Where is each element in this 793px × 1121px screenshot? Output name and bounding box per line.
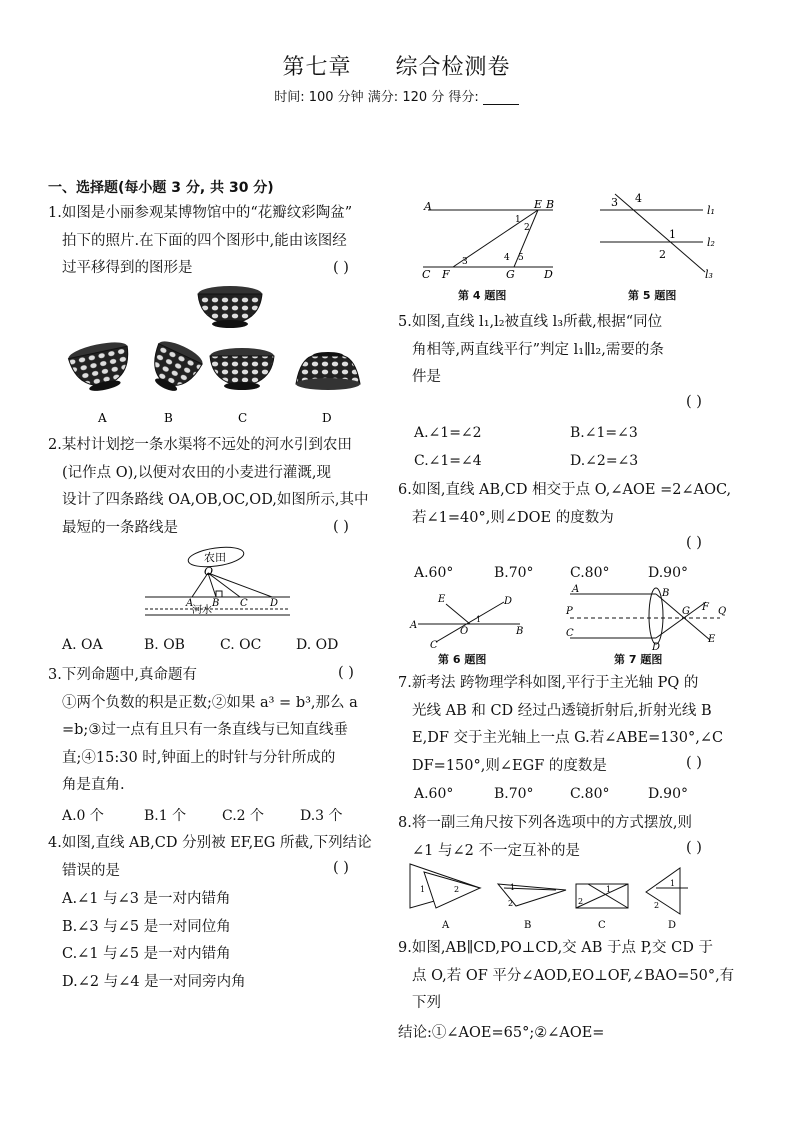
svg-text:A: A [410,620,418,631]
question-3: 3.下列命题中,真命题有 ①两个负数的积是正数;②如果 a³ = b³,那么 a =b;③过一点有且只有一条直线与已知直线垂 直;④15:30 时,钟面上的时针与分针所成的 角是直角. [48,667,358,793]
svg-text:2: 2 [454,885,460,894]
answer-paren-7[interactable]: ( ) [686,755,702,771]
svg-text:C: C [240,598,248,609]
q8-option-a-diagram[interactable] [410,864,480,908]
svg-text:P: P [566,606,573,617]
exam-title: 综合检测卷 [395,55,511,80]
svg-text:O: O [460,626,469,637]
question-7: 7.新考法 跨物理学科如图,平行于主光轴 PQ 的 光线 AB 和 CD 经过凸透镜折射后,折射光线 B E,DF 交于主光轴上一点 G.若∠ABE=130°,∠C DF=150°,则∠EGF 的度数是 [398,675,724,774]
original-bowl-image [198,286,262,328]
q8-label-a: A [442,920,450,931]
svg-text:l₂: l₂ [707,236,715,249]
svg-text:B: B [546,198,555,211]
svg-text:4: 4 [504,253,510,263]
q1-label-c: C [238,411,248,425]
q6-option-b[interactable]: B.70° [494,565,534,581]
svg-text:1: 1 [669,228,676,241]
option-c-bowl-image[interactable] [210,348,274,390]
q2-option-c[interactable]: C. OC [220,637,262,653]
q2-option-a[interactable]: A. OA [62,637,103,653]
q8-option-d-diagram[interactable] [646,868,688,914]
question-5: 5.如图,直线 l₁,l₂被直线 l₃所截,根据“同位 角相等,两直线平行”判定 l₁∥l₂,需要的条 件是 [398,314,664,385]
q5-option-b[interactable]: B.∠1=∠3 [570,425,638,441]
svg-text:5: 5 [518,253,524,263]
svg-text:C: C [422,268,431,281]
section-heading: 一、选择题(每小题 3 分, 共 30 分) [48,180,274,196]
q6-option-a[interactable]: A.60° [414,565,454,581]
q8-figure [406,858,706,933]
q7-option-a[interactable]: A.60° [414,786,454,802]
option-d-bowl-image[interactable] [296,352,360,390]
svg-text:F: F [702,602,709,613]
svg-text:G: G [506,268,515,281]
q8-label-c: C [598,920,606,931]
field-label: 农田 [204,551,226,564]
q3-option-a[interactable]: A.0 个 [62,808,104,824]
question-4: 4.如图,直线 AB,CD 分别被 EF,EG 所截,下列结论 错误的是 [48,835,372,879]
q2-option-b[interactable]: B. OB [144,637,185,653]
q8-label-b: B [524,920,532,931]
svg-text:1: 1 [510,883,516,892]
svg-text:A: A [424,200,432,213]
option-b-bowl-image[interactable] [143,336,206,398]
figure-4-caption: 第 4 题图 [458,289,507,302]
score-blank[interactable] [483,92,519,105]
q3-option-b[interactable]: B.1 个 [144,808,187,824]
figure-5-caption: 第 5 题图 [628,289,677,302]
svg-text:l₃: l₃ [705,268,713,281]
svg-text:2: 2 [578,897,584,906]
q1-label-d: D [322,411,332,425]
svg-text:2: 2 [508,899,514,908]
svg-text:B: B [212,598,220,609]
svg-text:1: 1 [515,215,521,225]
q4-option-d[interactable]: D.∠2 与∠4 是一对同旁内角 [62,973,246,990]
svg-text:G: G [682,606,690,617]
svg-text:A: A [186,598,194,609]
q8-option-b-diagram[interactable] [498,883,566,908]
q1-label-a: A [98,411,107,425]
q4-option-a[interactable]: A.∠1 与∠3 是一对内错角 [62,891,231,907]
q3-option-d[interactable]: D.3 个 [300,808,343,824]
answer-paren-8[interactable]: ( ) [686,840,702,856]
q7-option-b[interactable]: B.70° [494,786,534,802]
option-a-bowl-image[interactable] [67,338,135,395]
q1-label-b: B [164,411,173,425]
svg-text:E: E [708,634,716,645]
q5-option-d[interactable]: D.∠2=∠3 [570,453,639,469]
svg-text:2: 2 [659,248,666,261]
svg-text:F: F [442,268,450,281]
svg-text:A: A [572,584,580,595]
q2-option-d[interactable]: D. OD [296,637,339,653]
q2-figure [140,545,300,625]
answer-paren-5[interactable]: ( ) [686,394,702,410]
q1-figure [60,280,380,430]
svg-text:l₁: l₁ [707,204,715,217]
svg-text:D: D [544,268,553,281]
q5-option-c[interactable]: C.∠1=∠4 [414,453,482,469]
svg-text:E: E [438,594,446,605]
question-6: 6.如图,直线 AB,CD 相交于点 O,∠AOE =2∠AOC, 若∠1=40°,则∠DOE 的度数为 [398,482,732,526]
svg-text:Q: Q [718,606,727,617]
q6-option-c[interactable]: C.80° [570,565,610,581]
chapter-label: 第七章 [282,55,352,80]
svg-text:4: 4 [635,192,642,205]
figure-6 [408,590,528,650]
svg-text:2: 2 [654,901,660,910]
figure-5 [595,188,725,283]
figure-6-caption: 第 6 题图 [438,653,487,666]
answer-paren-6[interactable]: ( ) [686,535,702,551]
answer-paren-4[interactable]: ( ) [333,860,349,876]
q9-conclusion: 结论:①∠AOE=65°;②∠AOE= [398,1025,605,1041]
figure-4 [418,196,563,286]
svg-text:2: 2 [524,223,530,233]
svg-text:1: 1 [420,885,426,894]
figure-7 [560,584,730,654]
q8-label-d: D [668,920,677,931]
svg-text:C: C [430,640,438,650]
svg-text:D: D [270,598,279,609]
q7-option-d[interactable]: D.90° [648,786,688,802]
q6-option-d[interactable]: D.90° [648,565,688,581]
q3-option-c[interactable]: C.2 个 [222,808,265,824]
q5-option-a[interactable]: A.∠1=∠2 [414,425,482,441]
q4-option-c[interactable]: C.∠1 与∠5 是一对内错角 [62,946,231,962]
svg-text:3: 3 [611,196,618,209]
q7-option-c[interactable]: C.80° [570,786,610,802]
question-9: 9.如图,AB∥CD,PO⊥CD,交 AB 于点 P,交 CD 于 点 O,若 OF 平分∠AOD,EO⊥OF,∠BAO=50°,有 下列 [398,940,735,1011]
svg-text:B: B [662,588,670,599]
question-8: 8.将一副三角尺按下列各选项中的方式摆放,则 ∠1 与∠2 不一定互补的是 [398,815,692,859]
river-label: 河水 [192,605,212,616]
answer-paren-2[interactable]: ( ) [333,519,349,535]
svg-text:1: 1 [476,615,482,624]
svg-text:1: 1 [670,879,676,888]
svg-text:B: B [516,626,524,637]
svg-text:C: C [566,628,574,639]
question-1: 1.如图是小丽参观某博物馆中的“花瓣纹彩陶盆” 拍下的照片.在下面的四个图形中,能由该图经 过平移得到的图形是 [48,205,353,276]
figure-7-caption: 第 7 题图 [614,653,663,666]
question-2: 2.某村计划挖一条水渠将不远处的河水引到农田 (记作点 O),以便对农田的小麦进行灌溉,现 设计了四条路线 OA,OB,OC,OD,如图所示,其中 最短的一条路线是 [48,437,369,536]
svg-text:D: D [504,596,513,607]
svg-text:1: 1 [606,885,612,894]
q4-options [62,886,246,996]
exam-meta: 时间: 100 分钟 满分: 120 分 得分: [0,86,793,105]
svg-text:D: D [652,642,661,653]
svg-text:E: E [534,198,543,211]
svg-text:O: O [204,565,214,578]
q8-option-c-diagram[interactable] [576,884,628,908]
q4-option-b[interactable]: B.∠3 与∠5 是一对同位角 [62,918,231,935]
svg-text:3: 3 [462,257,468,267]
answer-paren-1[interactable]: ( ) [333,260,349,276]
page-title [0,50,793,81]
answer-paren-3[interactable]: ( ) [338,665,354,681]
